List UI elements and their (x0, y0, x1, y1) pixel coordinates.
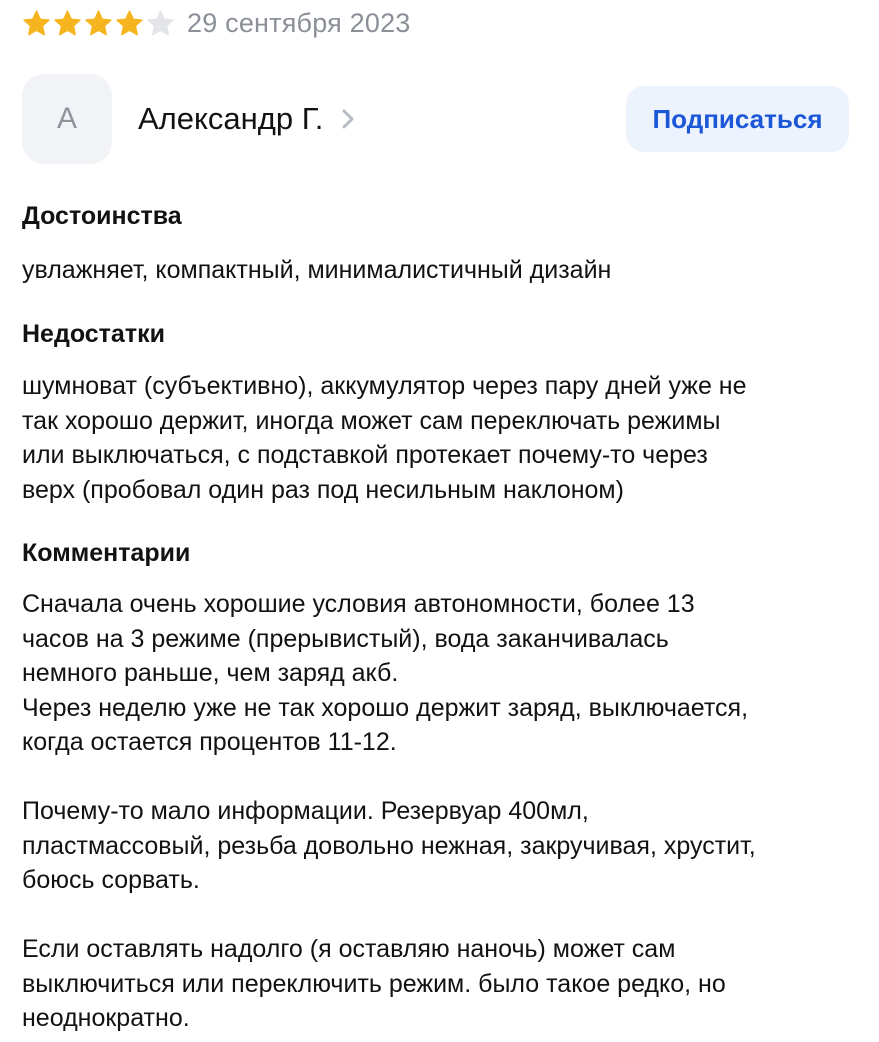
text-line: Если оставлять надолго (я оставляю наночь) может сам (22, 935, 676, 963)
comments-title: Комментарии (22, 539, 191, 567)
chevron-right-icon[interactable] (341, 108, 355, 130)
text-line: пластмассовый, резьба довольно нежная, закручивая, хрустит, (22, 831, 756, 860)
text-line: шумноват (субъективно), аккумулятор через пару дней уже не (22, 372, 747, 400)
star-filled-icon (22, 9, 51, 38)
text-line: или выключаться, с подставкой протекает почему-то через (22, 441, 708, 469)
pros-title: Достоинства (22, 202, 182, 230)
text-line: так хорошо держит, иногда может сам переключать режимы (22, 406, 721, 435)
comments-text (22, 587, 857, 1036)
comment-paragraph (22, 932, 857, 1036)
text-line: верх (пробовал один раз под несильным наклоном) (22, 475, 624, 504)
avatar-letter: А (56, 102, 77, 135)
avatar[interactable] (22, 74, 112, 164)
rating-row (22, 0, 857, 46)
text-line: немного раньше, чем заряд акб. (22, 659, 399, 687)
comment-paragraph (22, 794, 857, 898)
author-name[interactable]: Александр Г. (138, 101, 324, 136)
star-empty-icon (146, 9, 175, 38)
text-line: Через неделю уже не так хорошо держит заряд, выключается, (22, 693, 749, 722)
author-profile-link[interactable] (138, 101, 355, 137)
cons-section (22, 318, 857, 507)
text-line: боюсь сорвать. (22, 866, 200, 894)
star-filled-icon (84, 9, 113, 38)
text-line: Почему-то мало информации. Резервуар 400мл, (22, 797, 589, 825)
star-filled-icon (53, 9, 82, 38)
text-line: Сначала очень хорошие условия автономности, более 13 (22, 590, 695, 618)
text-line: неоднократно. (22, 1004, 190, 1032)
text-line: когда остается процентов 11-12. (22, 728, 397, 756)
comments-section (22, 537, 857, 1036)
pros-section (22, 200, 857, 288)
review-date: 29 сентября 2023 (187, 7, 411, 38)
comment-paragraph (22, 587, 857, 760)
cons-paragraph (22, 369, 857, 507)
author-row (22, 73, 849, 165)
text-line: часов на 3 режиме (прерывистый), вода заканчивалась (22, 624, 669, 653)
star-rating (22, 9, 175, 38)
pros-text: увлажняет, компактный, минималистичный дизайн (22, 256, 612, 284)
cons-title: Недостатки (22, 320, 165, 348)
star-filled-icon (115, 9, 144, 38)
text-line: выключиться или переключить режим. было такое редко, но (22, 969, 726, 998)
cons-text (22, 369, 857, 507)
subscribe-button[interactable]: Подписаться (626, 86, 849, 152)
review-card (22, 0, 857, 1032)
